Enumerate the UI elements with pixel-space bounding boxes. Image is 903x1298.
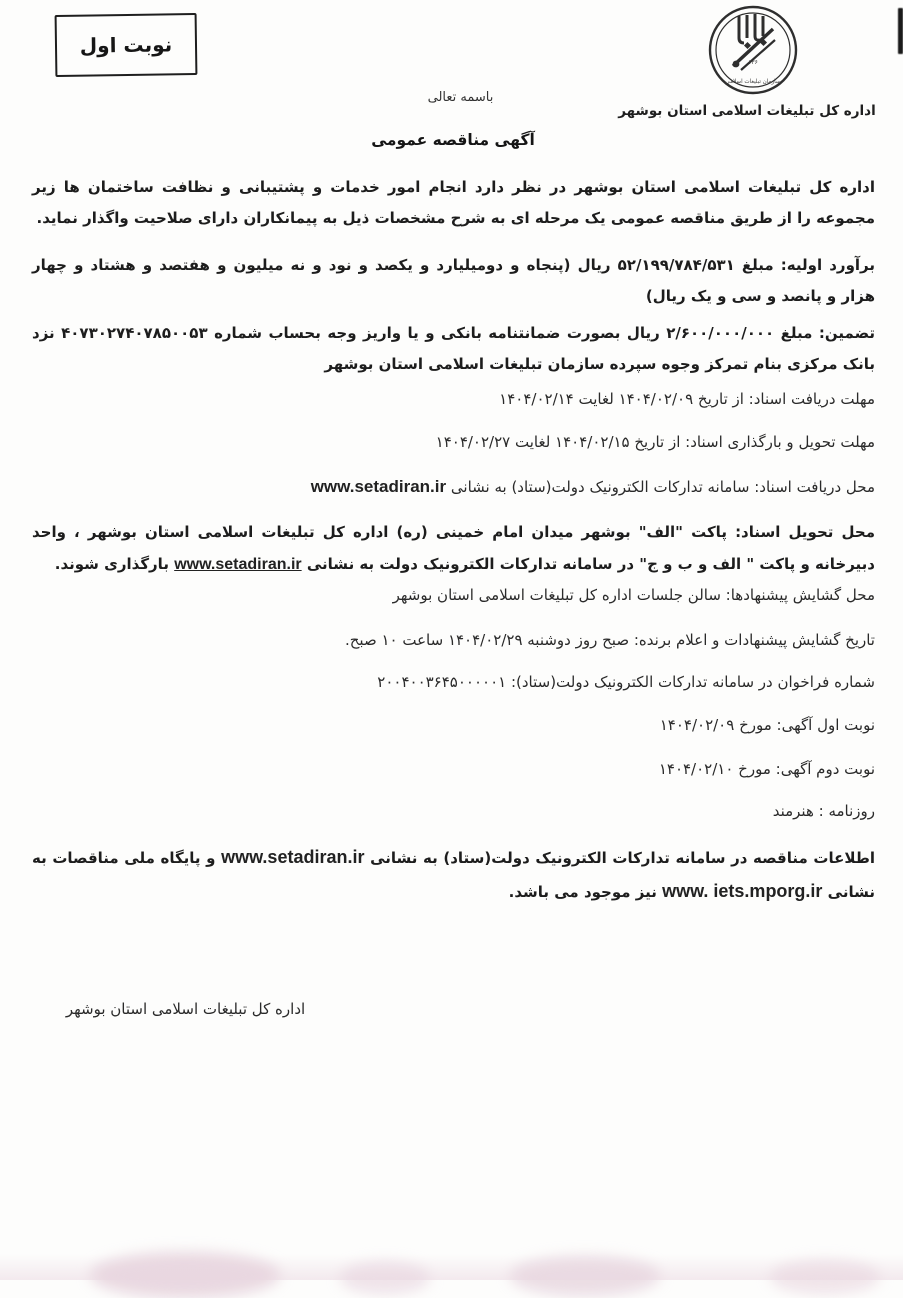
bismillah-heading: باسمه تعالی [427,90,494,105]
setadiran-url: www.setadiran.ir [310,477,447,496]
first-round-stamp-box [55,13,198,77]
document-submit-deadline: مهلت تحویل و بارگذاری اسناد: از تاریخ ۱۴۰۴/۰۲/۱۵ لغایت ۱۴۰۴/۰۲/۲۷ [435,433,875,451]
document-submit-place-text: محل تحویل اسناد: پاکت "الف" بوشهر میدان امام خمینی (ره) اداره کل تبلیغات اسلامی استان بوشهر ، واحد دبیرخانه و پاکت " الف و ب و ج" در سامانه تدارکات الکترونیک دولت به نشانی [32,523,875,573]
setad-call-number: شماره فراخوان در سامانه تدارکات الکترونیک دولت(ستاد): ۲۰۰۴۰۰۳۶۴۵۰۰۰۰۰۱ [377,673,875,691]
second-publication-date: نوبت دوم آگهی: مورخ ۱۴۰۴/۰۲/۱۰ [658,760,875,778]
guarantee-line: تضمین: مبلغ ۲/۶۰۰/۰۰۰/۰۰۰ ریال بصورت ضمانتنامه بانکی و یا واریز وجه بحساب شماره ۴۰۷۳۰۲۷۴۰۷۸۵۰۰۵۳ نزد بانک مرکزی بنام تمرکز وجوه سپرده سازمان تبلیغات اسلامی استان بوشهر [32,324,875,373]
info-availability-text-2: و پایگاه ملی مناقصات به نشانی [32,849,875,901]
signature-org-name: اداره کل تبلیغات اسلامی استان بوشهر [65,1000,306,1018]
document-receive-place-text: محل دریافت اسناد: سامانه تدارکات الکترونیک دولت(ستاد) به نشانی [446,478,875,496]
allah-emblem-icon [707,4,799,96]
document-submit-place-suffix: بارگذاری شوند. [54,555,175,573]
first-round-stamp-label: نوبت اول [79,32,173,58]
document-receive-deadline: مهلت دریافت اسناد: از تاریخ ۱۴۰۴/۰۲/۰۹ لغایت ۱۴۰۴/۰۲/۱۴ [499,390,875,408]
bid-opening-place: محل گشایش پیشنهادها: سالن جلسات اداره کل تبلیغات اسلامی استان بوشهر [392,586,875,604]
scan-edge-artifact [898,8,903,54]
document-submit-place [32,516,875,581]
first-publication-date: نوبت اول آگهی: مورخ ۱۴۰۴/۰۲/۰۹ [659,716,875,734]
info-availability-text-3: نیز موجود می باشد. [508,883,663,901]
info-availability-paragraph [32,841,875,909]
newspaper-name-line: روزنامه : هنرمند [772,802,875,820]
info-availability-text-1: اطلاعات مناقصه در سامانه تدارکات الکترونیک دولت(ستاد) به نشانی [364,849,875,867]
iets-mporg-url: www. iets.mporg.ir [662,881,823,901]
scan-bottom-artifact [0,1254,903,1280]
setadiran-url-underlined: www.setadiran.ir [174,556,302,573]
initial-estimate-line: برآورد اولیه: مبلغ ۵۲/۱۹۹/۷۸۴/۵۳۱ ریال (پنجاه و دومیلیارد و یکصد و نود و نه میلیون و هفتصد و هشتاد و چهار هزار و پانصد و سی و یک ریال) [32,256,875,305]
logo-year-text: ۱۳۶ [748,59,758,66]
logo-caption-text: سازمان تبلیغات اسلامی [725,79,781,85]
bid-opening-date: تاریخ گشایش پیشنهادات و اعلام برنده: صبح روز دوشنبه ۱۴۰۴/۰۲/۲۹ ساعت ۱۰ صبح. [344,631,875,649]
intro-paragraph: اداره کل تبلیغات اسلامی استان بوشهر در نظر دارد انجام امور خدمات و پشتیبانی و نظافت ساختمان ها زیر مجموعه را از طریق مناقصه عمومی یک مرحله ای به شرح مشخصات ذیل به پیمانکاران دارای صلاحیت واگذار نماید. [32,178,875,227]
document-receive-place [32,477,875,497]
tender-title: آگهی مناقصه عمومی [371,131,535,149]
islamic-propagation-organization-logo [707,4,799,96]
org-name-header: اداره کل تبلیغات اسلامی استان بوشهر [618,103,876,119]
setadiran-url-2: www.setadiran.ir [221,847,365,867]
